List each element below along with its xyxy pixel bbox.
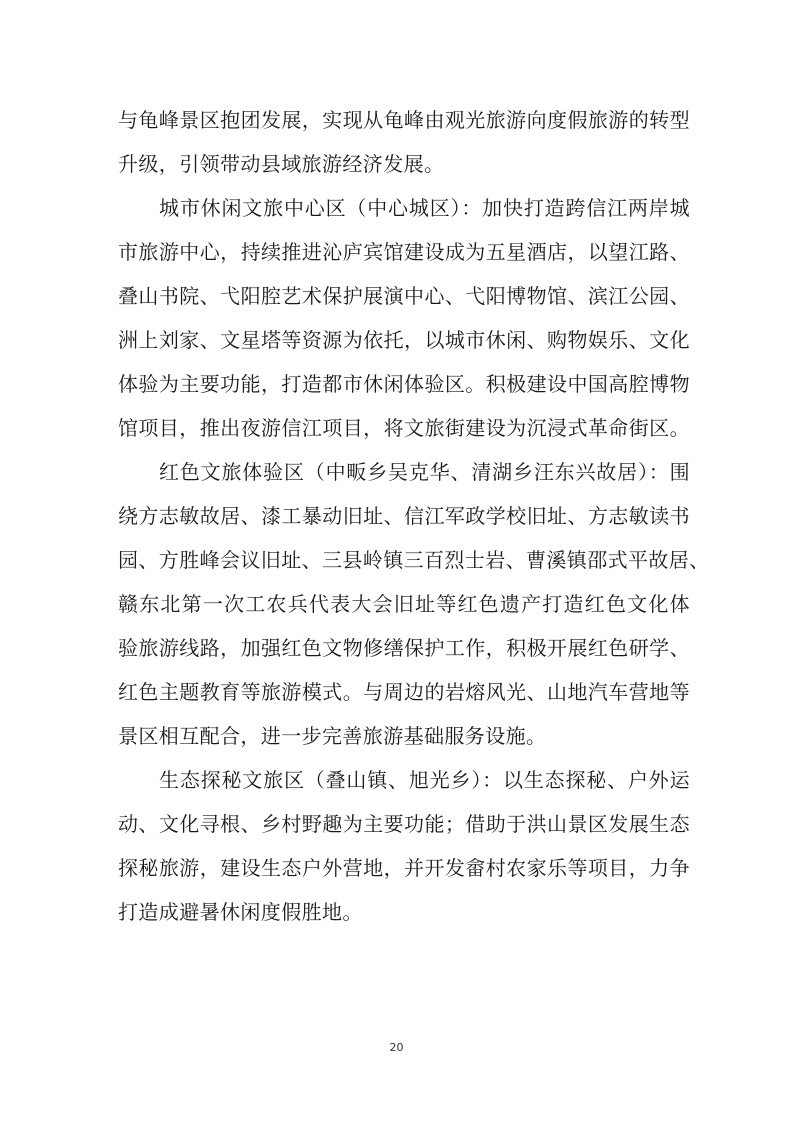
paragraph-3-line-2: 绕方志敏故居、漆工暴动旧址、信江军政学校旧址、方志敏读书: [118, 504, 690, 528]
paragraph-4-line-1: 生态探秘文旅区（叠山镇、旭光乡）：以生态探秘、户外运: [159, 768, 690, 792]
paragraph-2-line-3: 叠山书院、弋阳腔艺术保护展演中心、弋阳博物馆、滨江公园、: [118, 284, 690, 308]
paragraph-2-line-1: 城市休闲文旅中心区（中心城区）：加快打造跨信江两岸城: [159, 196, 690, 220]
paragraph-3-line-5: 验旅游线路，加强红色文物修缮保护工作，积极开展红色研学、: [118, 636, 690, 660]
paragraph-1-line-1: 与龟峰景区抱团发展，实现从龟峰由观光旅游向度假旅游的转型: [118, 108, 690, 132]
page-number: 20: [389, 1041, 404, 1054]
paragraph-3-line-6: 红色主题教育等旅游模式。与周边的岩熔风光、山地汽车营地等: [118, 680, 690, 704]
paragraph-3-line-1: 红色文旅体验区（中畈乡吴克华、清湖乡汪东兴故居）：围: [159, 460, 690, 484]
paragraph-2-line-4: 洲上刘家、文星塔等资源为依托，以城市休闲、购物娱乐、文化: [118, 328, 690, 352]
paragraph-3-line-4: 赣东北第一次工农兵代表大会旧址等红色遗产打造红色文化体: [118, 592, 690, 616]
paragraph-4-line-4: 打造成避暑休闲度假胜地。: [118, 900, 363, 924]
paragraph-3-line-3: 园、方胜峰会议旧址、三县岭镇三百烈士岩、曹溪镇邵式平故居、: [118, 548, 710, 572]
paragraph-4-line-3: 探秘旅游，建设生态户外营地，并开发畲村农家乐等项目，力争: [118, 856, 690, 880]
paragraph-1-line-2: 升级，引领带动县域旅游经济发展。: [118, 152, 445, 176]
paragraph-2-line-6: 馆项目，推出夜游信江项目，将文旅街建设为沉浸式革命街区。: [118, 416, 690, 440]
paragraph-3-line-7: 景区相互配合，进一步完善旅游基础服务设施。: [118, 724, 547, 748]
paragraph-4-line-2: 动、文化寻根、乡村野趣为主要功能；借助于洪山景区发展生态: [118, 812, 690, 836]
paragraph-2-line-2: 市旅游中心，持续推进沁庐宾馆建设成为五星酒店，以望江路、: [118, 240, 690, 264]
paragraph-2-line-5: 体验为主要功能，打造都市休闲体验区。积极建设中国高腔博物: [118, 372, 690, 396]
